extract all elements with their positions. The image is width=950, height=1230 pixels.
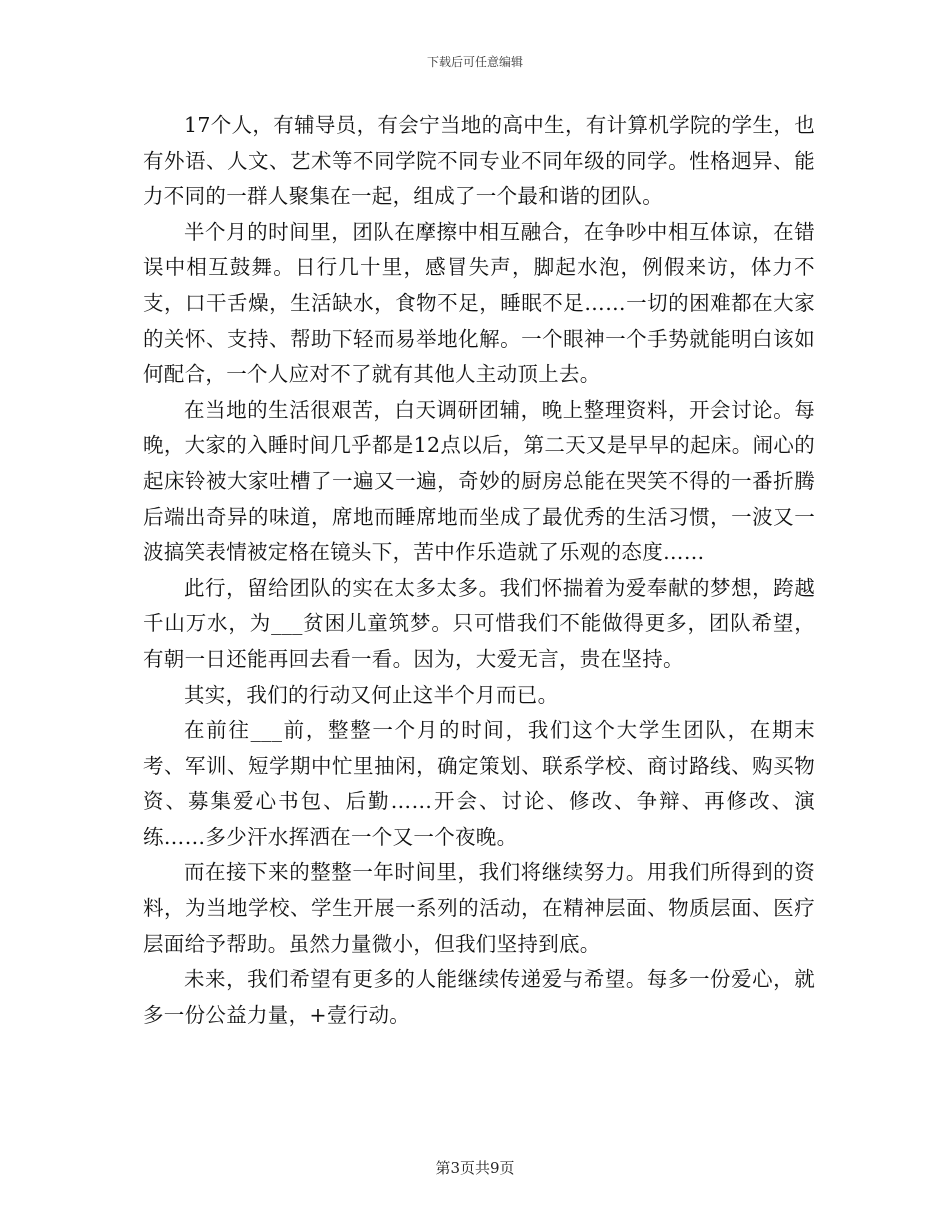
page-number: 第3页共9页 — [435, 1159, 515, 1177]
paragraph-local-life: 在当地的生活很艰苦，白天调研团辅，晚上整理资料，开会讨论。每晚，大家的入睡时间几乎都是12点以后，第二天又是早早的起床。闹心的起床铃被大家吐槽了一遍又一遍，奇妙的厨房总能在哭笑不得的一番折腾后端出奇异的味道，席地而睡席地而坐成了最优秀的生活习惯，一波又一波搞笑表情被定格在镜头下，苦中作乐造就了乐观的态度…… — [143, 397, 815, 565]
paragraph-before-trip: 在前往___前，整整一个月的时间，我们这个大学生团队，在期末考、军训、短学期中忙里抽闲，确定策划、联系学校、商讨路线、购买物资、募集爱心书包、后勤……开会、讨论、修改、争辩、再修改、演练……多少汗水挥洒在一个又一个夜晚。 — [143, 718, 815, 849]
paragraph-half-month: 半个月的时间里，团队在摩擦中相互融合，在争吵中相互体谅，在错误中相互鼓舞。日行几十里，感冒失声，脚起水泡，例假来访，体力不支，口干舌燥，生活缺水，食物不足，睡眠不足……一切的困难都在大家的关怀、支持、帮助下轻而易举地化解。一个眼神一个手势就能明白该如何配合，一个人应对不了就有其他人主动顶上去。 — [143, 219, 815, 387]
paragraph-next-year: 而在接下来的整整一年时间里，我们将继续努力。用我们所得到的资料，为当地学校、学生开展一系列的活动，在精神层面、物质层面、医疗层面给予帮助。虽然力量微小，但我们坚持到底。 — [143, 860, 815, 956]
paragraph-in-fact: 其实，我们的行动又何止这半个月而已。 — [184, 682, 559, 707]
paragraph-team-intro: 17个人，有辅导员，有会宁当地的高中生，有计算机学院的学生，也有外语、人文、艺术等不同学院不同专业不同年级的同学。性格迥异、能力不同的一群人聚集在一起，组成了一个最和谐的团队。 — [143, 113, 815, 209]
document-body — [143, 108, 815, 1033]
paragraph-this-trip: 此行，留给团队的实在太多太多。我们怀揣着为爱奉献的梦想，跨越千山万水，为___贫困儿童筑梦。只可惜我们不能做得更多，团队希望，有朝一日还能再回去看一看。因为，大爱无言，贵在坚持。 — [143, 575, 815, 671]
paragraph-future: 未来，我们希望有更多的人能继续传递爱与希望。每多一份爱心，就多一份公益力量，+壹行动。 — [143, 967, 815, 1027]
page-header: 下载后可任意编辑 — [426, 55, 523, 69]
